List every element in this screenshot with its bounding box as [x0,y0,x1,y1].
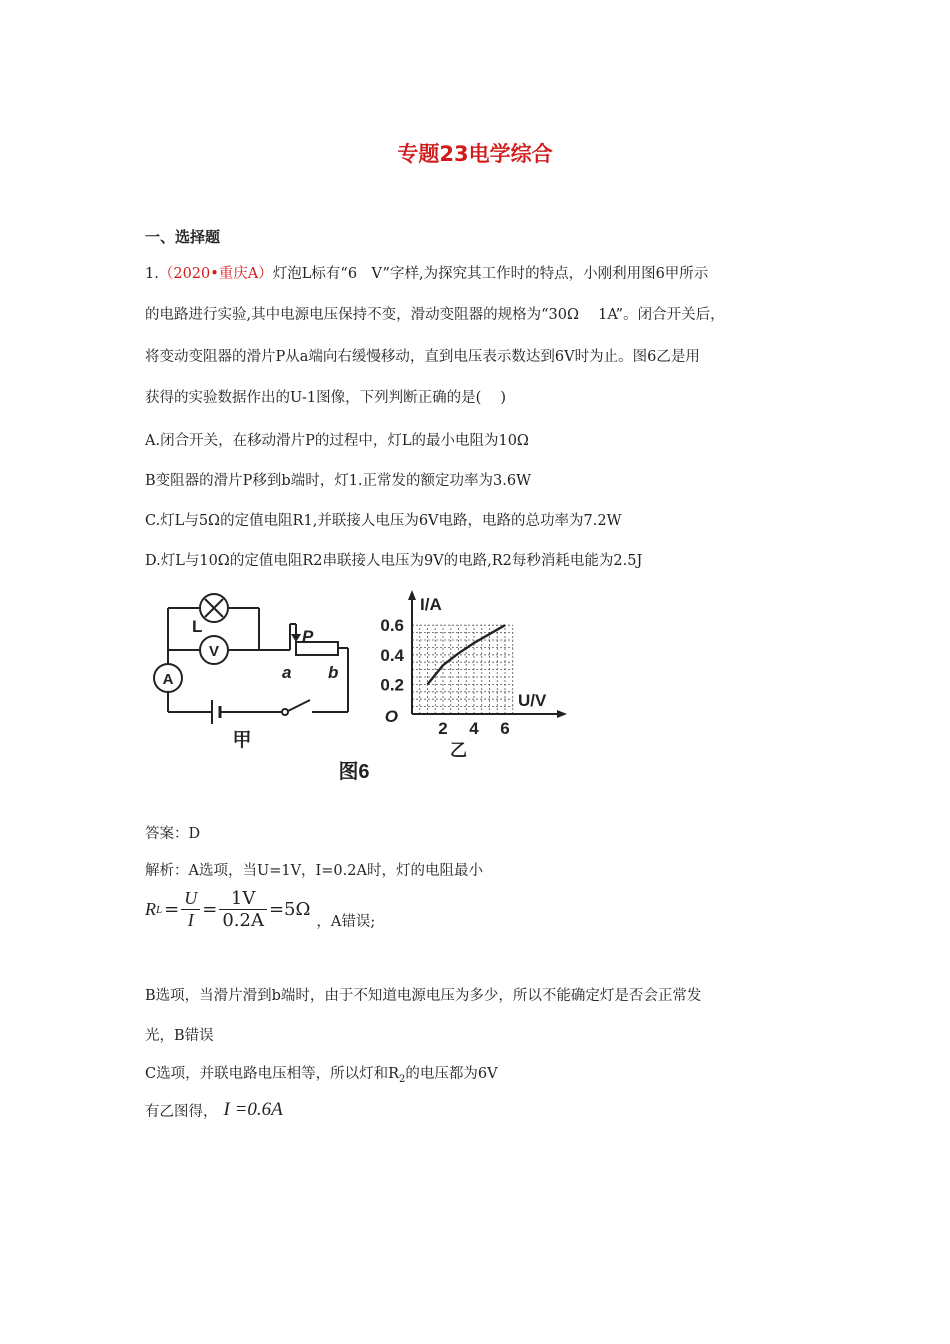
fraction-values [219,888,267,931]
slider-label: P [302,627,314,646]
y-tick-label: 0.2 [380,675,404,695]
fraction-1-denominator: I [187,910,194,930]
a-wrong-text: ，A错误; [316,914,376,930]
question-line-4: 获得的实验数据作出的U-1图像，下列判断正确的是( ) [145,390,507,406]
section-heading: 一、选择题 [145,228,221,246]
analysis-graph-text: 有乙图得， [145,1103,218,1120]
x-axis-label: U/V [518,691,547,710]
y-axis-label: I/A [420,595,442,614]
analysis-b-line-1: B选项，当滑片滑到b端时，由于不知道电源电压为多少，所以不能确定灯是否会正常发 [145,988,702,1004]
question-line-2: 的电路进行实验,其中电源电压保持不变，滑动变阻器的规格为“30Ω 1A”。闭合开关后， [145,307,725,323]
option-a: A.闭合开关，在移动滑片P的过程中，灯L的最小电阻为10Ω [145,433,529,449]
x-tick-label: 2 [438,719,448,738]
ammeter-label: A [162,671,174,688]
current-value: I =0.6A [223,1099,283,1120]
option-c: C.灯L与5Ω的定值电阻R1,并联接人电压为6V电路，电路的总功率为7.2W [145,513,622,529]
analysis-c-subscript: 2 [399,1073,406,1085]
origin-label: O [384,707,398,726]
formula-lhs: R [145,899,156,919]
analysis-graph-line [145,1099,283,1121]
analysis-c-text-2: 的电压都为6V [405,1066,498,1082]
question-source: （2020•重庆A） [158,266,273,282]
voltmeter-label: V [208,643,220,660]
formula-result: =5Ω [268,899,311,920]
formula-lhs-sub: L [156,903,163,916]
option-b: B变阻器的滑片P移到b端时，灯1.正常发的额定功率为3.6W [145,473,531,489]
fraction-2-denominator: 0.2A [222,910,264,931]
analysis-c-text-1: C选项，并联电路电压相等，所以灯和R [145,1066,400,1082]
y-axis-arrow [408,590,416,600]
answer-label: 答案：D [145,826,201,842]
figure-caption: 图6 [338,761,370,783]
analysis-b-line-2: 光，B错误 [145,1028,214,1044]
x-tick-label: 6 [500,719,510,738]
end-a-label: a [282,663,292,682]
fraction-1-numerator: U [181,888,200,910]
x-tick-label: 4 [469,719,479,738]
figure-6 [150,588,580,788]
analysis-text: 解析：A选项，当U=1V，I=0.2A时，灯的电阻最小 [145,863,483,879]
graph-i-u [380,590,567,760]
analysis-c-line [145,1062,498,1085]
resistance-formula: R L = $\frac{U}{I}$ = $\frac{1V}{0.2A}$ =5Ω ，A错误; [145,888,376,931]
x-axis-arrow [557,710,567,718]
option-d: D.灯L与10Ω的定值电阻R2串联接人电压为9V的电路,R2每秒消耗电能为2.5J [145,553,643,569]
fraction-u-over-i [181,888,200,931]
caption-left: 甲 [232,730,252,751]
fraction-2-numerator: 1V [219,888,267,910]
question-line-1 [145,262,708,283]
caption-right: 乙 [450,741,467,760]
question-text-1: 灯泡L标有“6 V”字样,为探究其工作时的特点，小刚利用图6甲所示 [272,266,709,282]
page-title: 专题23电学综合 [397,142,553,166]
lamp-label: L [192,617,203,636]
question-number: 1. [145,266,159,282]
y-tick-label: 0.6 [380,616,404,636]
question-line-3: 将变动变阻器的滑片P从a端向右缓慢移动，直到电压表示数达到6V时为止。图6乙是用 [145,349,700,365]
y-tick-label: 0.4 [380,645,404,665]
end-b-label: b [328,663,339,682]
